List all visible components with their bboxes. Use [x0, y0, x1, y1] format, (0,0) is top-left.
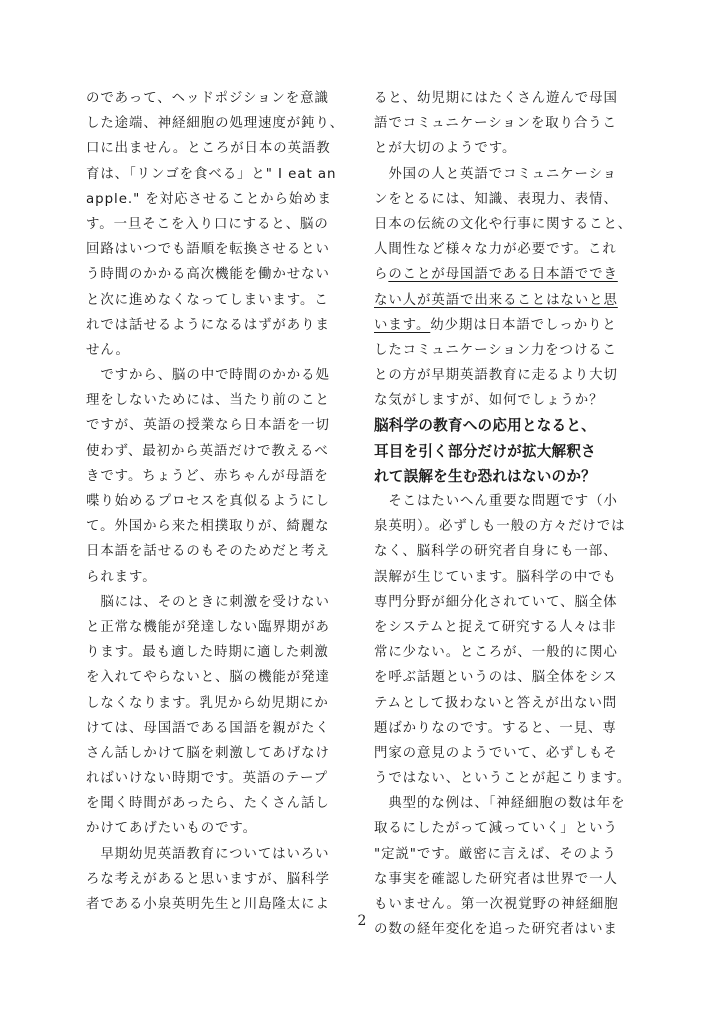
text-line: られます。: [86, 569, 157, 585]
text-line: す。一旦そこを入り口にすると、脳の: [86, 216, 329, 232]
text-line: ればいけない時期です。英語のテープ: [86, 771, 329, 787]
text-line: した途端、神経細胞の処理速度が鈍り、: [86, 116, 345, 132]
text-line: 泉英明）。必ずしも一般の方々だけでは: [374, 519, 626, 535]
text-line-underlined: [374, 313, 644, 338]
text-line: 者である小泉英明先生と川島隆太によ: [86, 897, 330, 912]
text-line: 専門分野が細分化されていて、脳全体: [374, 594, 618, 610]
text-line: う時間のかかる高次機能を働かせない: [86, 267, 330, 283]
page-number: 2: [357, 913, 367, 929]
text-line: そこはたいへん重要な問題です（小: [374, 494, 618, 509]
text-line: なく、脳科学の研究者自身にも一部、: [374, 544, 618, 560]
text-line: テムとして扱わないと答えが出ない問: [374, 695, 618, 711]
text-line: うではない、ということが起こります。: [374, 771, 632, 787]
plain-text: 幼少期は日本語でしっかりと: [430, 317, 617, 333]
question-heading-line: 耳目を引く部分だけが拡大解釈さ: [374, 442, 596, 460]
text-line: な気がしますが、如何でしょうか？: [374, 393, 604, 409]
text-line: せん。: [86, 342, 130, 358]
text-line: 題ばかりなのです。すると、一見、専: [374, 720, 617, 736]
text-line: 人間性など様々な力が必要です。これ: [374, 242, 617, 258]
text-line: との方が早期英語教育に走るより大切: [374, 368, 618, 384]
text-line: ですから、脳の中で時間のかかる処: [86, 368, 330, 384]
text-line: かけてあげたいものです。: [86, 821, 258, 837]
text-line: きです。ちょうど、赤ちゃんが母語を: [86, 468, 329, 484]
text-line: したコミュニケーション力をつけるこ: [374, 342, 617, 358]
text-line: れでは話せるようになるはずがありま: [86, 317, 330, 333]
text-line: 常に少ない。ところが、一般的に関心: [374, 645, 618, 661]
underlined-text: ない人が英語で出来ることはないと思: [374, 292, 618, 308]
text-line: 日本の伝統の文化や行事に関すること、: [374, 216, 633, 232]
question-heading-line: 脳科学の教育への応用となると、: [374, 417, 596, 435]
text-line: しなくなります。乳児から幼児期にか: [86, 695, 329, 711]
text-line: を呼ぶ話題というのは、脳全体をシス: [374, 670, 618, 686]
text-line: ンをとるには、知識、表現力、表情、: [374, 191, 618, 207]
text-line: 使わず、最初から英語だけで教えるべ: [86, 443, 329, 459]
text-line: 回路はいつでも語順を転換させるとい: [86, 242, 330, 258]
text-line: と正常な機能が発達しない臨界期があ: [86, 619, 330, 635]
text-line: ると、幼児期にはたくさん遊んで母国: [374, 91, 618, 106]
text-line: 日本語を話せるのもそのためだと考え: [86, 544, 330, 560]
text-line-underlined: [374, 288, 644, 313]
text-line: の数の経年変化を追った研究者はいま: [374, 922, 618, 938]
text-line: 取るにしたがって減っていく」という: [374, 821, 618, 837]
underlined-text: います。: [374, 317, 431, 333]
text-line: apple." を対応させることから始めま: [86, 191, 332, 207]
text-line: ります。最も適した時期に適した刺激: [86, 645, 329, 661]
text-line: 外国の人と英語でコミュニケーショ: [374, 166, 617, 182]
right-text-column: [374, 86, 644, 942]
text-line: 典型的な例は、「神経細胞の数は年を: [374, 796, 626, 812]
text-line: とが大切のようです。: [374, 141, 517, 157]
text-line: けては、母国語である国語を親がたく: [86, 720, 330, 736]
text-line: のであって、ヘッドポジションを意識: [86, 91, 329, 106]
underlined-text: のことが母国語である日本語ででき: [388, 267, 618, 283]
text-line: 喋り始めるプロセスを真似るようにし: [86, 494, 330, 509]
text-line: もいません。第一次視覚野の神経細胞: [374, 897, 619, 912]
text-line: 早期幼児英語教育についてはいろい: [86, 846, 330, 862]
plain-text: ら: [374, 267, 389, 283]
text-line-underlined: [374, 262, 644, 287]
text-line: 育は、「リンゴを食べる」と" I eat an: [86, 166, 337, 182]
text-line: をシステムと捉えて研究する人々は非: [374, 619, 617, 635]
text-line: な事実を確認した研究者は世界で一人: [374, 871, 618, 887]
text-line: 理をしないためには、当たり前のこと: [86, 393, 330, 409]
text-line: さん話しかけて脳を刺激してあげなけ: [86, 745, 330, 761]
text-line: て。外国から来た相撲取りが、綺麗な: [86, 519, 330, 535]
text-line: 脳には、そのときに刺激を受けない: [86, 594, 330, 610]
text-line: ろな考えがあると思いますが、脳科学: [86, 871, 330, 887]
left-text-column: [86, 86, 356, 917]
text-line: を聞く時間があったら、たくさん話し: [86, 796, 330, 812]
text-line: 口に出ません。ところが日本の英語教: [86, 141, 331, 157]
text-line: 門家の意見のようでいて、必ずしもそ: [374, 745, 618, 761]
text-line: 語でコミュニケーションを取り合うこ: [374, 116, 617, 132]
text-line: を入れてやらないと、脳の機能が発達: [86, 670, 330, 686]
text-line: ですが、英語の授業なら日本語を一切: [86, 418, 330, 434]
question-heading-line: れて誤解を生む恐れはないのか？: [374, 467, 596, 485]
text-line: 誤解が生じています。脳科学の中でも: [374, 569, 617, 585]
text-line: と次に進めなくなってしまいます。こ: [86, 292, 329, 308]
text-line: "定説"です。厳密に言えば、そのよう: [374, 846, 617, 862]
